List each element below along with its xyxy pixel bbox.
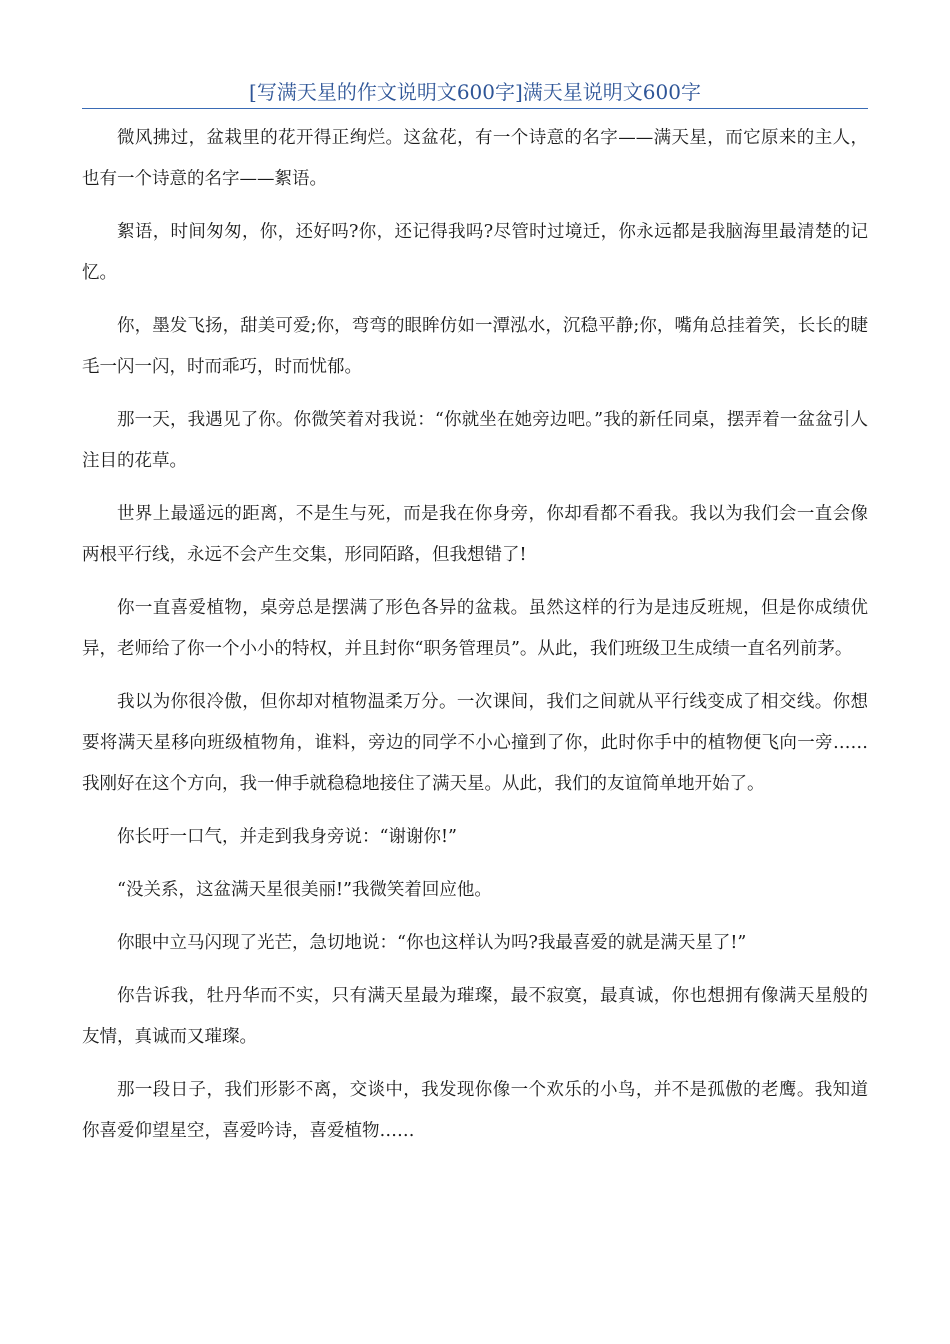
- paragraph: 你一直喜爱植物，桌旁总是摆满了形色各异的盆栽。虽然这样的行为是违反班规，但是你成绩优异，老师给了你一个小小的特权，并且封你“职务管理员”。从此，我们班级卫生成绩一直名列前茅。: [82, 598, 868, 659]
- paragraph: “没关系，这盆满天星很美丽!”我微笑着回应他。: [117, 880, 492, 900]
- paragraph: 你长吁一口气，并走到我身旁说：“谢谢你!”: [117, 827, 457, 847]
- paragraph: 你告诉我，牡丹华而不实，只有满天星最为璀璨，最不寂寞，最真诚，你也想拥有像满天星般的友情，真诚而又璀璨。: [82, 986, 868, 1047]
- paragraph: 那一天，我遇见了你。你微笑着对我说：“你就坐在她旁边吧。”我的新任同桌，摆弄着一盆盆引人注目的花草。: [82, 410, 868, 471]
- title-underline: [82, 108, 868, 109]
- paragraph: 絮语，时间匆匆，你，还好吗?你，还记得我吗?尽管时过境迁，你永远都是我脑海里最清楚的记忆。: [82, 222, 868, 283]
- document-title: [写满天星的作文说明文600字]满天星说明文600字: [249, 80, 701, 104]
- paragraph: 我以为你很冷傲，但你却对植物温柔万分。一次课间，我们之间就从平行线变成了相交线。你想要将满天星移向班级植物角，谁料，旁边的同学不小心撞到了你，此时你手中的植物便飞向一旁……我刚好在这个方向，我一伸手就稳稳地接住了满天星。从此，我们的友谊简单地开始了。: [82, 692, 868, 794]
- paragraph: 世界上最遥远的距离，不是生与死，而是我在你身旁，你却看都不看我。我以为我们会一直会像两根平行线，永远不会产生交集，形同陌路，但我想错了!: [82, 504, 868, 565]
- paragraph: 你眼中立马闪现了光芒，急切地说：“你也这样认为吗?我最喜爱的就是满天星了!”: [117, 933, 747, 953]
- paragraph: 你，墨发飞扬，甜美可爱;你，弯弯的眼眸仿如一潭泓水，沉稳平静;你，嘴角总挂着笑，长长的睫毛一闪一闪，时而乖巧，时而忧郁。: [82, 316, 868, 377]
- document-body: [82, 118, 868, 1164]
- paragraph: 微风拂过，盆栽里的花开得正绚烂。这盆花，有一个诗意的名字——满天星，而它原来的主人，也有一个诗意的名字——絮语。: [82, 128, 868, 189]
- paragraph: 那一段日子，我们形影不离，交谈中，我发现你像一个欢乐的小鸟，并不是孤傲的老鹰。我知道你喜爱仰望星空，喜爱吟诗，喜爱植物……: [82, 1080, 868, 1141]
